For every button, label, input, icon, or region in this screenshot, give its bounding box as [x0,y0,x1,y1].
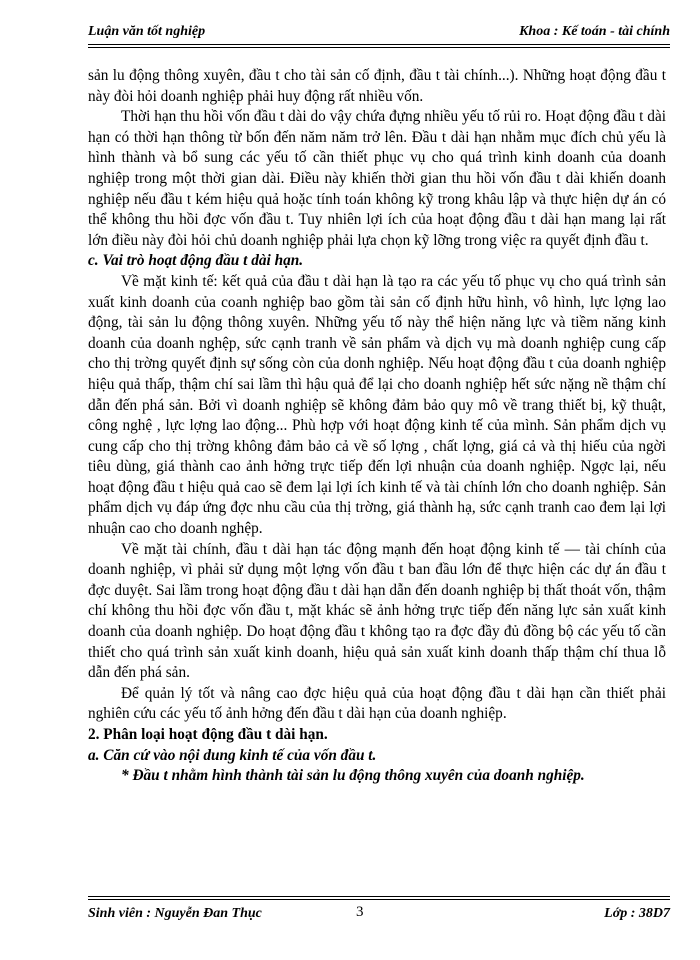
paragraph-management: Để quản lý tốt và nâng cao đợc hiệu quả của hoạt động đầu t dài hạn cần thiết phải nghiên cứu các yếu tố ảnh hởng đến đầu t dài hạn của doanh nghiệp. [88,684,666,723]
footer-student: Sinh viên : Nguyễn Đan Thục [88,906,262,921]
paragraph-economic-aspect: Về mặt kinh tế: kết quả của đầu t dài hạn là tạo ra các yếu tố phục vụ cho quá trình sản xuất kinh doanh của coanh nghiệp bao gồm tài sản cố định hữu hình, vô hình, lực lợng lao động, tài sản lu động thông xuyên. Những yếu tố này thể hiện năng lực và tiềm năng kinh doanh của doanh nghệp, sức cạnh tranh về sản phẩm và dịch vụ mà doanh nghiệp cung cấp cho thị trờng quyết định sự sống còn của donh nghiệp. Nếu hoạt động đầu t của doanh nghiệp hiệu quả thấp, thậm chí sai lầm thì hậu quả để lại cho doanh nghiệp hết sức nặng nề thậm chí dẫn đến phá sản. Bởi vì doanh nghiệp sẽ không đảm bảo quy mô về trang thiết bị, kỹ thuật, công nghệ , lực lợng lao động... Phù hợp với hoạt động kinh tế của mình. Sản phẩm dịch vụ cung cấp cho thị trờng không đảm bảo cả về số lợng , chất lợng, giá cả và thị hiếu của ngời tiêu dùng, giá thành cao ảnh hởng trực tiếp đến lợi nhuận của doanh nghiệp. Ngợc lại, nếu hoạt động đầu t hiệu quả cao sẽ đem lại lợi ích kinh tế và tài chính lớn cho doanh nghiệp. Sản phẩm dịch vụ đáp ứng đợc nhu cầu của thị trờng, giá thành hạ, sức cạnh tranh cao đem lại lợi nhuận cao cho doanh nghệp. [88,272,666,538]
paragraph-recovery-period: Thời hạn thu hồi vốn đầu t dài do vậy chứa đựng nhiều yếu tố rủi ro. Hoạt động đầu t dài hạn có thời hạn thông từ bốn đến năm năm trở lên. Đầu t dài hạn nhằm mục đích chủ yếu là hình thành và bổ sung các yếu tố cần thiết phục vụ cho quá trình kinh doanh của doanh nghiệp trong một thời gian dài. Điều này khiến thời gian thu hồi vốn đầu t dài khiến doanh nghiệp nếu đầu t kém hiệu quả hoặc tính toán không kỹ trong khâu lập và thực hiện dự án có thể không thu hồi đợc vốn đầu t. Tuy nhiên lợi ích của hoạt động đầu t dài hạn mang lại rất lớn điều này đòi hỏi chủ doanh nghiệp phải lựa chọn kỹ lỡng trong việc ra quyết định đầu t. [88,108,666,249]
footer-class: Lớp : 38D7 [604,906,670,921]
header-thesis-title: Luận văn tốt nghiệp [88,24,206,39]
paragraph-financial-aspect: Về mặt tài chính, đầu t dài hạn tác động mạnh đến hoạt động kinh tế — tài chính của doanh nghiệp, vì phải sử dụng một lợng vốn đầu t ban đầu lớn để thực hiện các dự án đầu t đợc duyệt. Sai lầm trong hoạt động đầu t dài hạn dẫn đến doanh nghiệp bị thất thoát vốn, thậm chí không thu hồi đợc vốn đầu t, mặt khác sẽ ảnh hởng trực tiếp đến năng lực sản xuất kinh doanh của doanh nghiệp. Do hoạt động đầu t không tạo ra đợc đầy đủ đồng bộ các yếu tố cần thiết cho quá trình sản xuất kinh doanh, hiệu quả sản xuất kinh doanh thấp thậm chí thua lỗ dẫn đến phá sản. [88,540,666,682]
header-faculty: Khoa : Kế toán - tài chính [519,24,670,39]
section-heading-role: c. Vai trò hoạt động đầu t dài hạn. [88,252,304,270]
subsection-heading-economic-content: a. Căn cứ vào nội dung kinh tế của vốn đầu t. [88,746,377,764]
page-body [88,66,666,787]
section-heading-classification: 2. Phân loại hoạt động đầu t dài hạn. [88,726,328,743]
header-rule [88,44,670,48]
page-number: 3 [356,904,364,920]
bullet-current-assets: * Đầu t nhằm hình thành tài sản lu động thông xuyên của doanh nghiệp. [121,767,585,785]
footer-rule [88,896,670,900]
page-header [88,20,670,42]
page-footer [88,904,670,926]
paragraph-continuation: sản lu động thông xuyên, đầu t cho tài sản cố định, đầu t tài chính...). Những hoạt động đầu t này đòi hỏi doanh nghiệp phải huy động rất nhiều vốn. [88,67,666,105]
